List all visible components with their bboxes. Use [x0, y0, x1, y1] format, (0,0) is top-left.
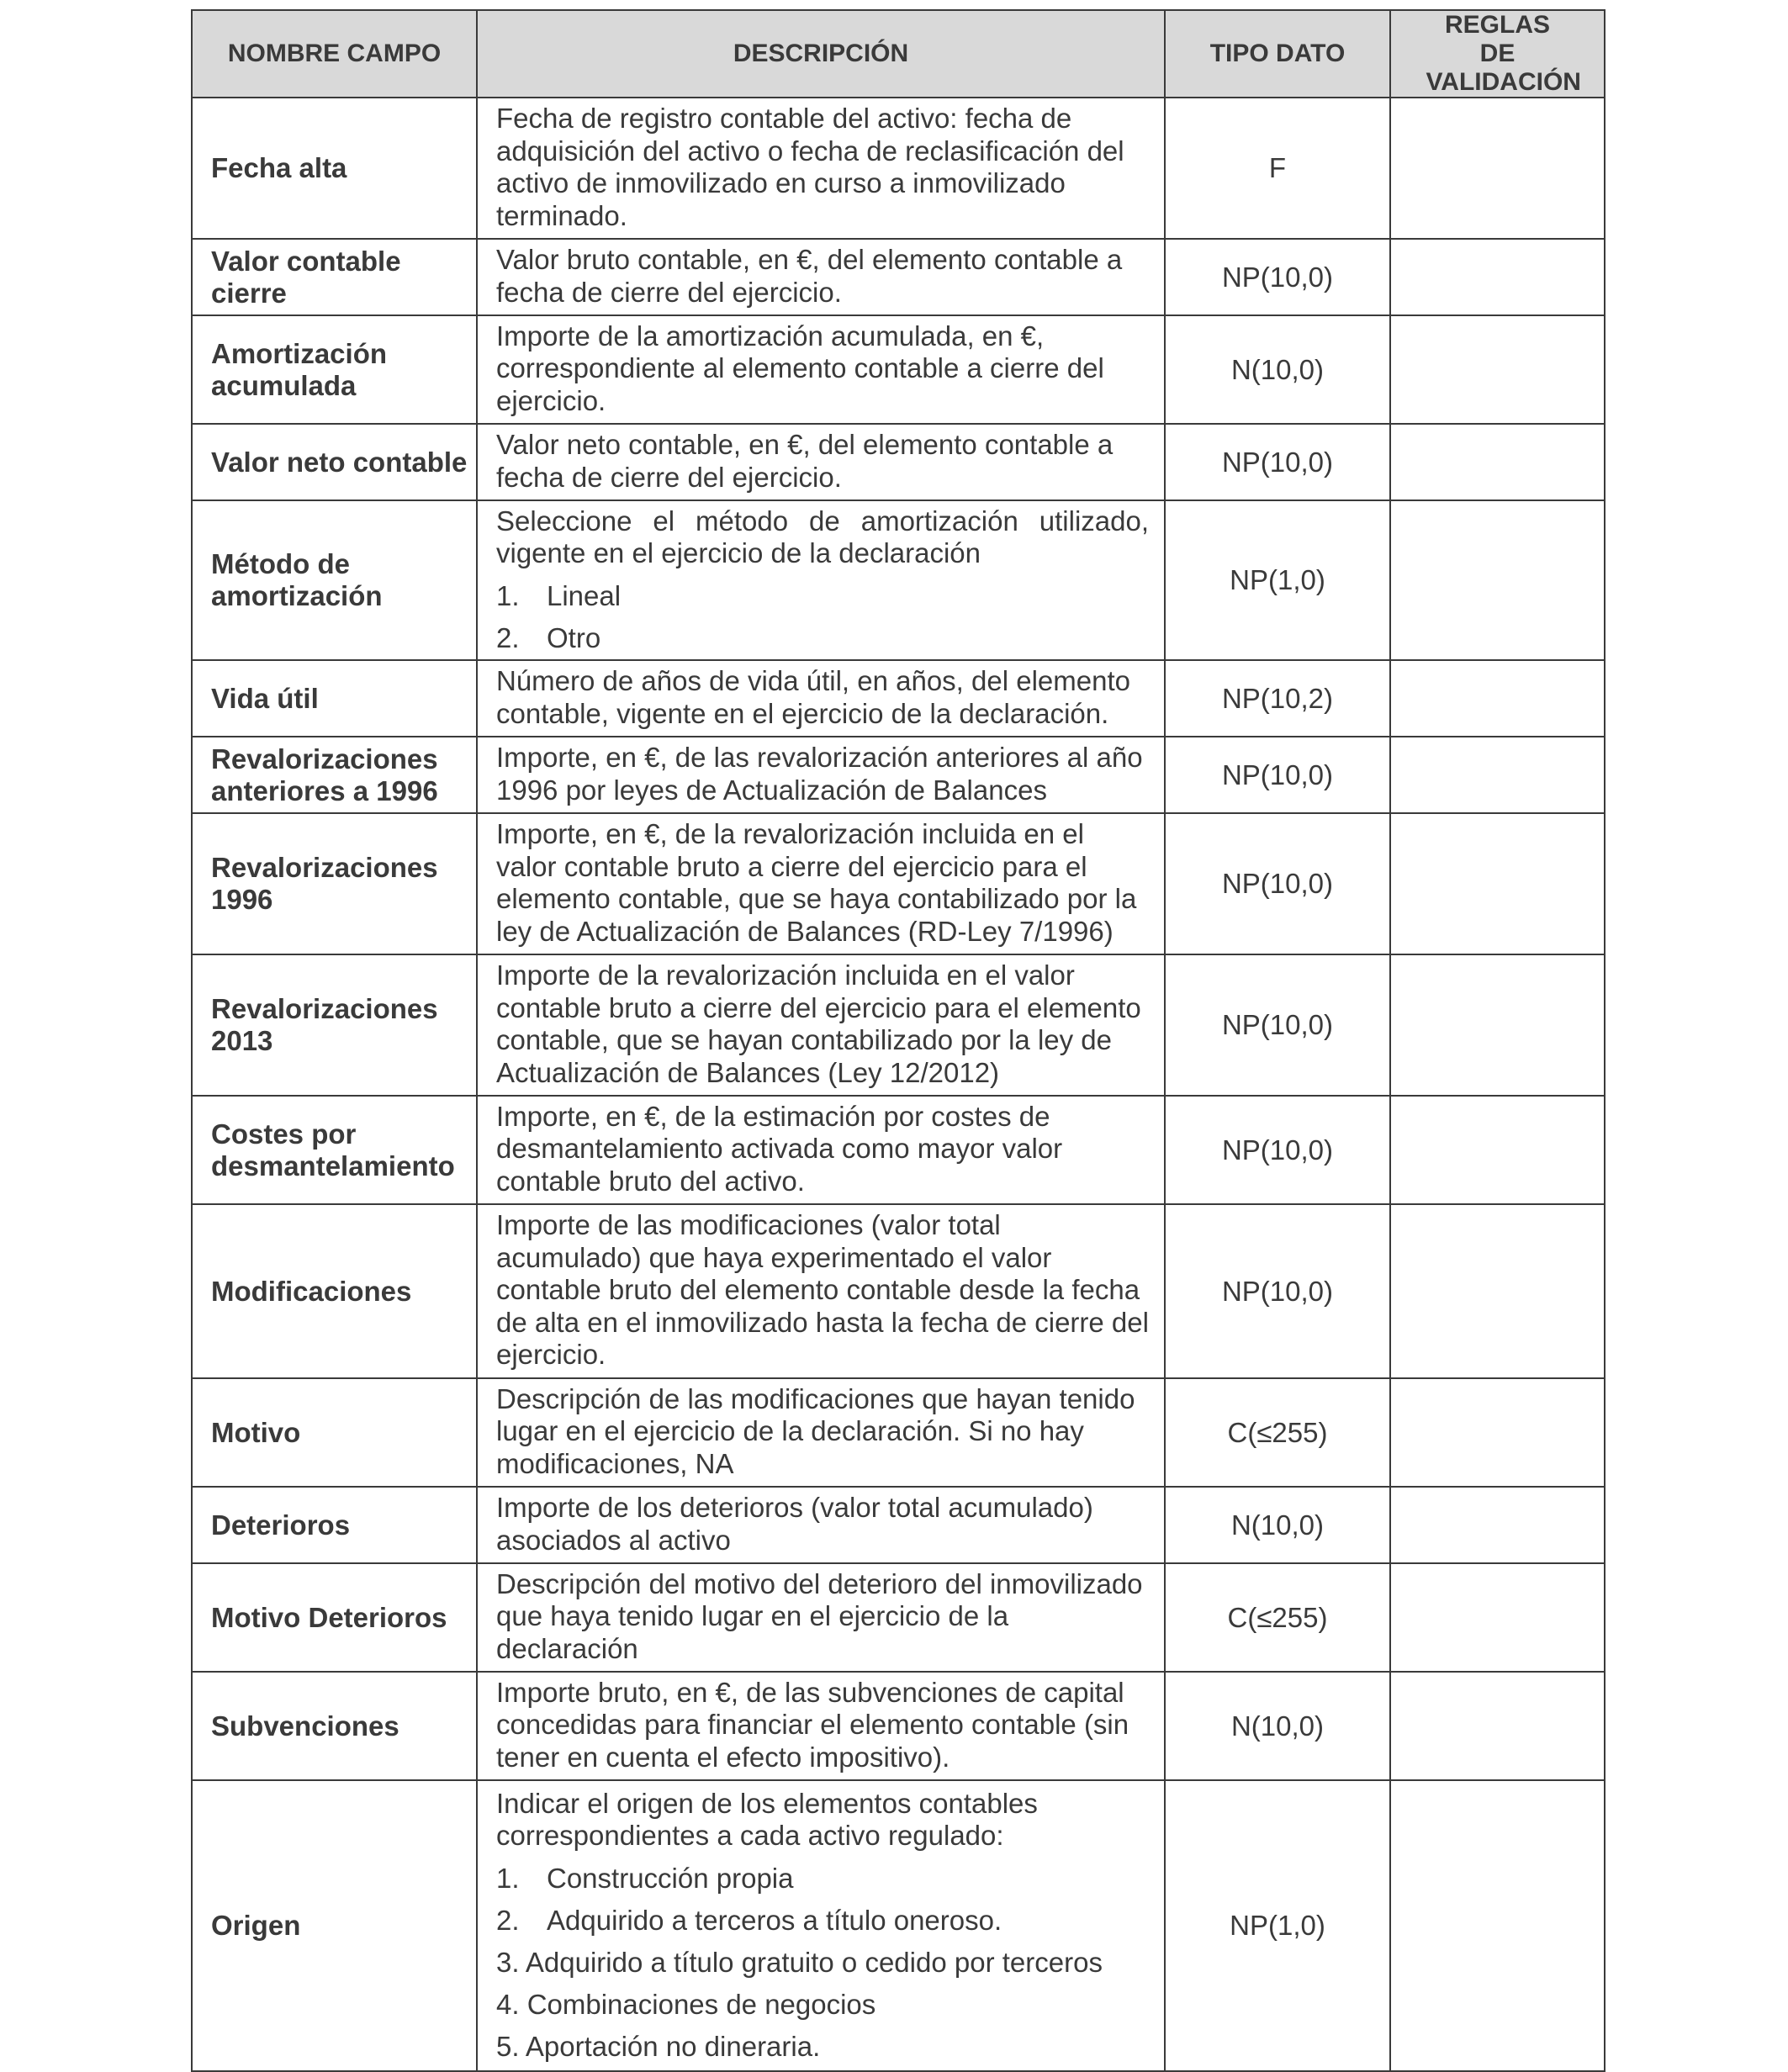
field-name: Vida útil — [192, 660, 477, 737]
field-description: Descripción del motivo del deterioro del inmovilizado que haya tenido lugar en el ejercicio de la declaración — [477, 1563, 1165, 1672]
field-name: Fecha alta — [192, 98, 477, 239]
field-type: N(10,0) — [1165, 315, 1390, 424]
field-rules — [1390, 1096, 1605, 1204]
header-rules-label: REGLAS DE VALIDACIÓN — [1426, 11, 1581, 96]
table-row — [192, 424, 1605, 500]
field-type: N(10,0) — [1165, 1487, 1390, 1563]
field-type: NP(10,0) — [1165, 737, 1390, 813]
list-item-number: 2. — [496, 621, 520, 653]
option-list — [496, 1862, 1149, 2063]
list-item-number: 1. — [496, 579, 520, 611]
field-rules — [1390, 315, 1605, 424]
table-row — [192, 1204, 1605, 1378]
field-name: Motivo — [192, 1378, 477, 1487]
field-rules — [1390, 737, 1605, 813]
header-type: TIPO DATO — [1165, 10, 1390, 98]
field-name: Motivo Deterioros — [192, 1563, 477, 1672]
table-row — [192, 1487, 1605, 1563]
option-list — [496, 579, 1149, 654]
field-description: Descripción de las modificaciones que hayan tenido lugar en el ejercicio de la declaración. Si no hay modificaciones, NA — [477, 1378, 1165, 1487]
field-type: C(≤255) — [1165, 1563, 1390, 1672]
table-row — [192, 954, 1605, 1096]
field-name: Valor contable cierre — [192, 239, 477, 315]
list-item-number: 2. — [496, 1904, 520, 1936]
field-description: Importe de las modificaciones (valor total acumulado) que haya experimentado el valor contable bruto del elemento contable desde la fecha de alta en el inmovilizado hasta la fecha de cierre del ejercicio. — [477, 1204, 1165, 1378]
field-description: Importe, en €, de las revalorización anteriores al año 1996 por leyes de Actualización de Balances — [477, 737, 1165, 813]
description-text: Seleccione el método de amortización utilizado, vigente en el ejercicio de la declaración — [496, 505, 1149, 568]
field-description: Importe de la revalorización incluida en el valor contable bruto a cierre del ejercicio para el elemento contable, que se hayan contabilizado por la ley de Actualización de Balances (Ley 12/2012) — [477, 954, 1165, 1096]
header-field: NOMBRE CAMPO — [192, 10, 477, 98]
field-description: Importe, en €, de la revalorización incluida en el valor contable bruto a cierre del ejercicio para el elemento contable, que se haya contabilizado por la ley de Actualización de Balances (RD-Ley 7/1996) — [477, 813, 1165, 954]
table-row — [192, 660, 1605, 737]
field-type: NP(1,0) — [1165, 1780, 1390, 2071]
table-row — [192, 1563, 1605, 1672]
table-row — [192, 813, 1605, 954]
table-row — [192, 98, 1605, 239]
field-rules — [1390, 1672, 1605, 1780]
field-description: Número de años de vida útil, en años, del elemento contable, vigente en el ejercicio de la declaración. — [477, 660, 1165, 737]
table-row — [192, 500, 1605, 660]
field-rules — [1390, 239, 1605, 315]
field-type: NP(10,0) — [1165, 813, 1390, 954]
field-type: NP(10,0) — [1165, 954, 1390, 1096]
field-description: Importe bruto, en €, de las subvenciones de capital concedidas para financiar el elemento contable (sin tener en cuenta el efecto impositivo). — [477, 1672, 1165, 1780]
list-item-text: Otro — [547, 621, 601, 653]
field-type: NP(1,0) — [1165, 500, 1390, 660]
table-row — [192, 1378, 1605, 1487]
list-item-text: Lineal — [547, 579, 622, 611]
field-description: Valor bruto contable, en €, del elemento contable a fecha de cierre del ejercicio. — [477, 239, 1165, 315]
field-description: Importe de los deterioros (valor total acumulado) asociados al activo — [477, 1487, 1165, 1563]
field-name: Costes por desmantelamiento — [192, 1096, 477, 1204]
field-name: Método de amortización — [192, 500, 477, 660]
list-item: 4. Combinaciones de negocios — [496, 1988, 876, 2020]
field-name: Revalorizaciones 1996 — [192, 813, 477, 954]
table-row — [192, 315, 1605, 424]
field-description: Importe, en €, de la estimación por costes de desmantelamiento activada como mayor valor contable bruto del activo. — [477, 1096, 1165, 1204]
list-item — [496, 621, 1149, 654]
field-rules — [1390, 660, 1605, 737]
field-type: NP(10,0) — [1165, 1096, 1390, 1204]
field-description: Fecha de registro contable del activo: fecha de adquisición del activo o fecha de reclasificación del activo de inmovilizado en curso a inmovilizado terminado. — [477, 98, 1165, 239]
field-description — [477, 1780, 1165, 2071]
list-item — [496, 1862, 1149, 1895]
table-row — [192, 737, 1605, 813]
list-item — [496, 579, 1149, 612]
field-type: NP(10,0) — [1165, 424, 1390, 500]
field-rules — [1390, 98, 1605, 239]
field-type: NP(10,2) — [1165, 660, 1390, 737]
field-description — [477, 500, 1165, 660]
table-row — [192, 239, 1605, 315]
field-type: NP(10,0) — [1165, 1204, 1390, 1378]
field-rules — [1390, 1378, 1605, 1487]
list-item: 5. Aportación no dineraria. — [496, 2030, 821, 2062]
list-item-text: Adquirido a terceros a título oneroso. — [547, 1904, 1002, 1936]
description-text: Indicar el origen de los elementos contables correspondientes a cada activo regulado: — [496, 1787, 1038, 1851]
field-rules — [1390, 1487, 1605, 1563]
field-name: Deterioros — [192, 1487, 477, 1563]
table-row — [192, 1780, 1605, 2071]
field-rules — [1390, 813, 1605, 954]
field-description: Valor neto contable, en €, del elemento contable a fecha de cierre del ejercicio. — [477, 424, 1165, 500]
header-rules — [1390, 10, 1605, 98]
field-rules — [1390, 1563, 1605, 1672]
field-rules — [1390, 424, 1605, 500]
list-item — [496, 1904, 1149, 1937]
field-rules — [1390, 1780, 1605, 2071]
field-description: Importe de la amortización acumulada, en €, correspondiente al elemento contable a cierre del ejercicio. — [477, 315, 1165, 424]
list-item: 3. Adquirido a título gratuito o cedido por terceros — [496, 1946, 1103, 1978]
field-rules — [1390, 1204, 1605, 1378]
field-name: Origen — [192, 1780, 477, 2071]
field-name: Revalorizaciones anteriores a 1996 — [192, 737, 477, 813]
table-row — [192, 1096, 1605, 1204]
field-rules — [1390, 954, 1605, 1096]
field-rules — [1390, 500, 1605, 660]
field-name: Modificaciones — [192, 1204, 477, 1378]
field-type: F — [1165, 98, 1390, 239]
list-item-text: Construcción propia — [547, 1862, 794, 1894]
field-type: N(10,0) — [1165, 1672, 1390, 1780]
table-row — [192, 1672, 1605, 1780]
field-name: Subvenciones — [192, 1672, 477, 1780]
header-description: DESCRIPCIÓN — [477, 10, 1165, 98]
field-name: Valor neto contable — [192, 424, 477, 500]
list-item-number: 1. — [496, 1862, 520, 1894]
field-type: C(≤255) — [1165, 1378, 1390, 1487]
field-name: Revalorizaciones 2013 — [192, 954, 477, 1096]
field-definitions-table — [191, 9, 1605, 2072]
table-header-row — [192, 10, 1605, 98]
field-type: NP(10,0) — [1165, 239, 1390, 315]
field-name: Amortización acumulada — [192, 315, 477, 424]
